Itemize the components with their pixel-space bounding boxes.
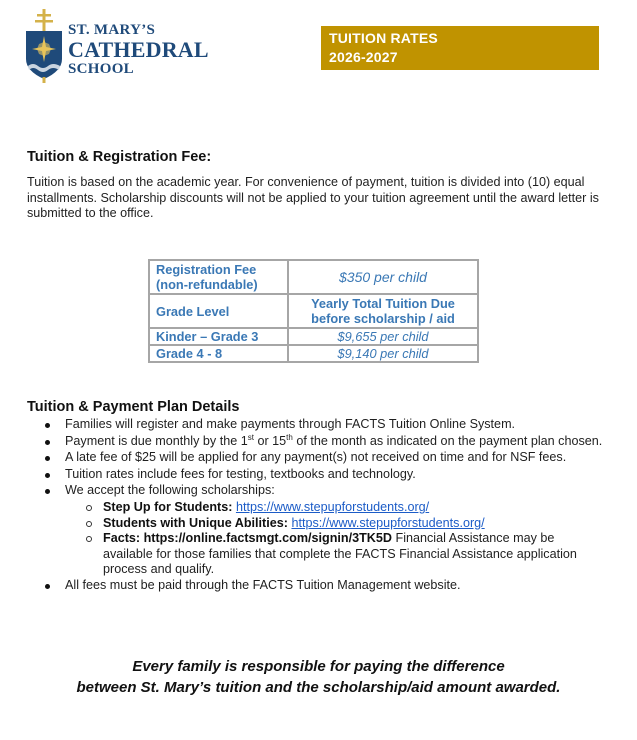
tuition-cell: $9,655 per child — [288, 328, 478, 345]
circle-bullet-icon — [86, 505, 92, 511]
circle-bullet-icon — [86, 536, 92, 542]
banner-years: 2026-2027 — [329, 49, 398, 65]
logo-line-2: CATHEDRAL — [68, 37, 209, 62]
list-item: We accept the following scholarships: — [27, 483, 617, 499]
logo-wordmark — [68, 23, 209, 77]
grade-cell: Kinder – Grade 3 — [149, 328, 288, 345]
fee-table — [148, 259, 479, 363]
bullet-icon — [45, 440, 50, 445]
bullet-icon — [45, 473, 50, 478]
table-row — [149, 345, 478, 362]
bullet-icon — [45, 423, 50, 428]
list-item: Payment is due monthly by the 1st or 15th of the month as indicated on the payment plan chosen. — [27, 434, 617, 450]
circle-bullet-icon — [86, 521, 92, 527]
scholarship-item-unique-abilities: Students with Unique Abilities: https://www.stepupforstudents.org/ — [27, 516, 617, 532]
title-banner — [321, 26, 599, 70]
bullet-icon — [45, 584, 50, 589]
banner-title: TUITION RATES — [329, 30, 438, 46]
payment-details-list — [27, 417, 617, 595]
closing-line-2: between St. Mary’s tuition and the scholarship/aid amount awarded. — [76, 679, 561, 696]
cathedral-crest-icon — [24, 9, 64, 83]
closing-line-1: Every family is responsible for paying the difference — [132, 658, 505, 675]
table-row — [149, 328, 478, 345]
registration-heading: Tuition & Registration Fee: — [27, 149, 212, 165]
registration-fee-label: Registration Fee (non-refundable) — [149, 260, 288, 294]
list-item: Tuition rates include fees for testing, textbooks and technology. — [27, 467, 617, 483]
table-row-registration — [149, 260, 478, 294]
logo-line-1: ST. MARY’S — [68, 22, 156, 38]
school-logo — [24, 9, 224, 83]
grade-cell: Grade 4 - 8 — [149, 345, 288, 362]
list-item: A late fee of $25 will be applied for any payment(s) not received on time and for NSF fees. — [27, 450, 617, 466]
list-item: All fees must be paid through the FACTS Tuition Management website. — [27, 578, 617, 594]
scholarship-item-facts: Facts: https://online.factsmgt.com/signin/3TK5D Financial Assistance may be available for those families that complete the FACTS Financial Assistance application process and qualify. — [27, 531, 617, 578]
grade-level-header: Grade Level — [149, 294, 288, 328]
tuition-header: Yearly Total Tuition Due before scholarship / aid — [288, 294, 478, 328]
closing-statement — [0, 656, 637, 698]
list-item: Families will register and make payments through FACTS Tuition Online System. — [27, 417, 617, 433]
unique-abilities-link[interactable]: https://www.stepupforstudents.org/ — [291, 515, 485, 530]
bullet-icon — [45, 456, 50, 461]
table-header-row — [149, 294, 478, 328]
scholarship-item-step-up: Step Up for Students: https://www.stepupforstudents.org/ — [27, 500, 617, 516]
bullet-icon — [45, 489, 50, 494]
logo-line-3: SCHOOL — [68, 61, 134, 77]
tuition-cell: $9,140 per child — [288, 345, 478, 362]
registration-fee-value: $350 per child — [288, 260, 478, 294]
payment-heading: Tuition & Payment Plan Details — [27, 399, 240, 415]
step-up-link[interactable]: https://www.stepupforstudents.org/ — [235, 499, 430, 514]
registration-paragraph: Tuition is based on the academic year. For convenience of payment, tuition is divided into (10) equal installments. Scholarship discounts will not be applied to your tuition agreement until the award letter is submitted to the office. — [27, 175, 599, 220]
